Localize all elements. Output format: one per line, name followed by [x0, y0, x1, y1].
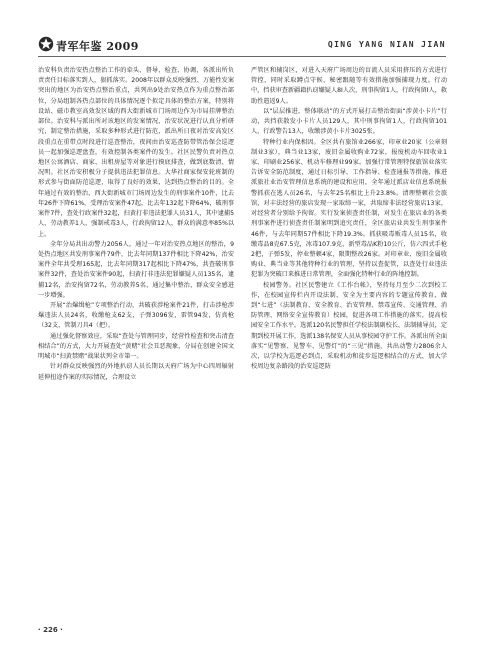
yearbook-logo-icon — [38, 36, 54, 52]
paragraph: 特种行业内保相因。全区共有旅馆业266家，印章业20家（公章刻制业3家），典当业13家，废旧金属收购业72家，报废机动车回收业1家、印刷业256家、机动车修理业99家。加强行常管理特保旅馆业落实告诉安全防范制度，通过日标引导、工作指导、检查通报等措施，推进派旅社业治安管理信息系统的建设和应用，全年通过派店业信息系统报警抓获在逃人员26名，与去年25名相比上升23.8%。清理整顿社会旅馆，对丰法经营的旅店发现一家取缔一家，共取缔非法经营旅店13家，对经营者分别给予拘留。实行发案侦查责任制，对发生在旅店业的各类刑事案件进行侦查责任制案明到追究责任，全区旅店业共发生刑事案件46件，与去年同期57件相比下降19.3%。抓获吸毒贩毒人员15名，收缴毒品8克67.5克，冰毒107.9克，新型毒品K粉10公斤，仿六四式手枪2把，子弹5发，停业整顿4家，限期整改26家。对印章业、废旧金属收购业、典当业等其他特种行业的管理，坚持以查促管，以查处行业违法犯罪为突破口来推进日常管理，全面强化特种行业的阵地控制。 — [251, 138, 447, 279]
left-column — [38, 66, 234, 383]
paragraph: 以“层层推进，整体联动”的方式开展打击整治街面“涉黄小卡片”行动，共挡获散发小卡片人员129人，其中刑事拘留1人，行政拘留101人，行政警告13人，收缴涉黄小卡片3025张。 — [251, 107, 447, 136]
paragraph: 校园警务。社区民警建立《工作台帐》，坚持每月至少二次到校工作，在校园宣传栏内开设法制、安全为主要内容的专题宣传教育，做到“七进”（法制教育、安全教育、治安管理、禁毒宣传、交通管理、消防管理、网络安全宣传教育）校园，促进各项工作措施的落实，提高校园安全工作水平。选派120名民警担任学校法制副校长、法制辅导员，定期到校开展工作，选派138名保安人员从事校园守护工作。各派出所全面落实“见警察、见警车、见警灯”的“三见”措施，共出动警力2806余人次，以学校为巡逻必到点，采取机动和徒步巡逻相结合的方式，加大学校周边复杂路段的治安巡逻防 — [251, 281, 447, 371]
yearbook-title: 青军年鉴 2009 — [56, 40, 139, 53]
right-column — [251, 66, 447, 373]
paragraph: 治安科负责治安热点整治工作的牵头、督导、检查、协调，各派出所负责责任目标落实到人，狠抓落实。2008年以群众反映强烈、万能性发案突出的地区为治安热点整治重点，共列出9处治安热点作为重点整治部位，分局组制各热点部位的具体情况逐个拟定具体的整治方案，特别将设站、磁市教室高效发区域的西大街新城市门场周边作为市局挂牌整治部位。治安科与派出所对该地区的发案情况、治安状况进行认真分析研究，制定整治措施，采取多种形式进行防范，派出所日夜对治安高发区段重点在重带点时段进行巡查整治，夜间由治安巡查防带管治保会巡逻员一起加强巡逻盘查，有效控制各类案件的发生。社区民警负责对热点地区公寓酒店、商家、出租房屋等对象进行摸底排查，做到底数清、情况明。社区治安积极分子提供违法犯罪信息。大华社商家保安轮班制的形式参与街面防范巡逻，取得了良好的效果，达到热点整治的目的。全年通过有效的整治，西大街新城市门场周边发生的刑事案件10件，比去年26件下降61%，受理治安案件47起，比去年132起下降64%，破刑事案件7件，查处行政案件32起，扫黄打非违法犯罪人员31人，其中逮捕5人，劳动教养1人，强制戒毒3人，行政拘留12人，群众的满意率85%以上。 — [38, 67, 234, 238]
paragraph: 针对群众反映强烈的外地扒窃人员长期以天府广场为中心四周辐射延伸扭途作案的实际情况，合理设立 — [38, 363, 234, 381]
page-header — [38, 36, 446, 56]
paragraph: 全年分局共出动警力2056人，通过一年对治安热点地区的整治，9处热点地区共发刑事案件79件，比去年同期137件相比下降42%，治安案件全年共受理165起，比去年同期317起相比下降47%，共查破刑事案件32件，查处治安案件90起，扫黄打非违法犯罪嫌疑人员135名，逮捕12名，治安拘留72名，劳动教养5名，通过集中整治，群众安全感进一步增强。 — [38, 240, 234, 299]
header-pinyin: QING YANG NIAN JIAN — [327, 40, 446, 49]
header-rule — [38, 56, 446, 57]
page-number: · 226 · — [38, 626, 63, 634]
paragraph: 开展“治爆缉枪”专项整治行动，共破获涉枪案件21件，打击涉枪涉爆违法人员24名，收缴枪支62支，子弹3096发，雷管94发，仿真枪（32支、管制刀具4（把）。 — [38, 302, 234, 330]
paragraph: 严管区和辅岗区，对进入天府广场周边的盲流人员采用挤压的方式进行管控，同时采取蹲点守候、秘密跟随等有效措施加强捕现力度。行动中，挡获审查新疆籍扒窃嫌疑人8I人次，刑事拘留1人，行政拘留I人，救助性遣返9人。 — [251, 67, 447, 105]
paragraph: 通过强化督察效应，采取“查处与管理同步，经营性检查和突击清查相结合”的方式，大力开展查处“黄赌”社会丑恶现象，分局在创建全国文明城市“扫黄禁赌”战果状列全市第一。 — [38, 332, 234, 361]
